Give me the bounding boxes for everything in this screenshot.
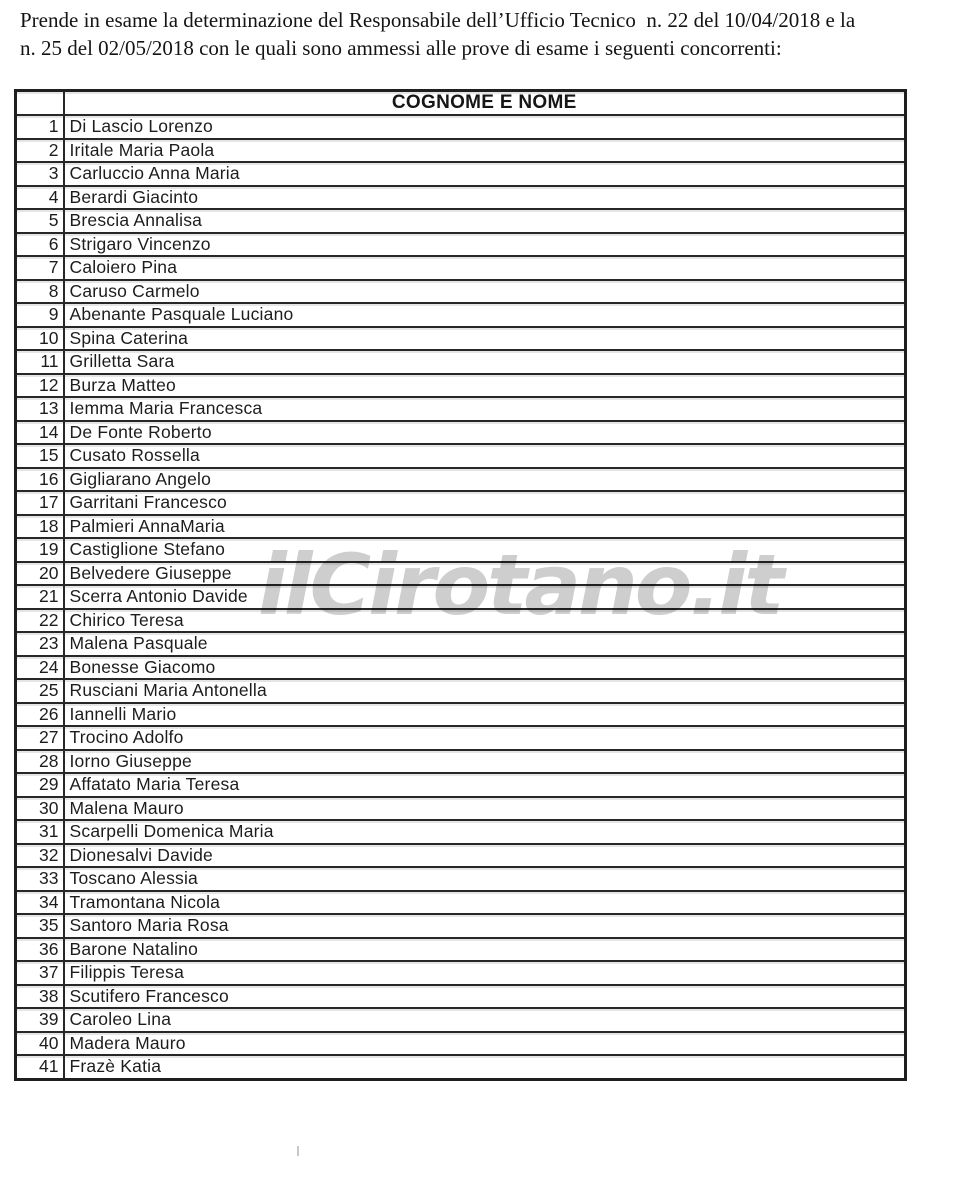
row-number-cell: 40 xyxy=(16,1032,64,1056)
row-number-cell: 14 xyxy=(16,421,64,445)
row-number-cell: 27 xyxy=(16,726,64,750)
row-name-cell: Burza Matteo xyxy=(64,374,906,398)
row-number-cell: 5 xyxy=(16,209,64,233)
table-row xyxy=(16,961,906,985)
row-name-cell: Scarpelli Domenica Maria xyxy=(64,820,906,844)
intro-line-1: Prende in esame la determinazione del Responsabile dell’Ufficio Tecnico n. 22 del 10/04/2018 e la xyxy=(20,8,856,32)
row-name-cell: Malena Mauro xyxy=(64,797,906,821)
table-row xyxy=(16,280,906,304)
table-row xyxy=(16,327,906,351)
row-name-cell: Caroleo Lina xyxy=(64,1008,906,1032)
table-row xyxy=(16,773,906,797)
table-row xyxy=(16,985,906,1009)
table-row xyxy=(16,609,906,633)
row-number-cell: 21 xyxy=(16,585,64,609)
table-row xyxy=(16,209,906,233)
table-row xyxy=(16,468,906,492)
row-number-cell: 39 xyxy=(16,1008,64,1032)
row-name-cell: Toscano Alessia xyxy=(64,867,906,891)
table-row xyxy=(16,656,906,680)
row-name-cell: Barone Natalino xyxy=(64,938,906,962)
row-name-cell: Madera Mauro xyxy=(64,1032,906,1056)
row-name-cell: Iemma Maria Francesca xyxy=(64,397,906,421)
row-name-cell: Palmieri AnnaMaria xyxy=(64,515,906,539)
row-name-cell: Di Lascio Lorenzo xyxy=(64,115,906,139)
row-number-cell: 2 xyxy=(16,139,64,163)
table-row xyxy=(16,374,906,398)
row-name-cell: Garritani Francesco xyxy=(64,491,906,515)
table-row xyxy=(16,750,906,774)
table-row xyxy=(16,1032,906,1056)
table-row xyxy=(16,233,906,257)
row-name-cell: Abenante Pasquale Luciano xyxy=(64,303,906,327)
row-name-cell: Berardi Giacinto xyxy=(64,186,906,210)
row-number-cell: 3 xyxy=(16,162,64,186)
row-name-cell: Trocino Adolfo xyxy=(64,726,906,750)
row-name-cell: Malena Pasquale xyxy=(64,632,906,656)
table-row xyxy=(16,562,906,586)
row-number-cell: 23 xyxy=(16,632,64,656)
row-number-cell: 34 xyxy=(16,891,64,915)
table-row xyxy=(16,679,906,703)
row-name-cell: Dionesalvi Davide xyxy=(64,844,906,868)
row-name-cell: Affatato Maria Teresa xyxy=(64,773,906,797)
header-number-cell xyxy=(16,91,64,116)
table-row xyxy=(16,350,906,374)
row-number-cell: 9 xyxy=(16,303,64,327)
row-name-cell: Chirico Teresa xyxy=(64,609,906,633)
row-number-cell: 22 xyxy=(16,609,64,633)
row-number-cell: 32 xyxy=(16,844,64,868)
scan-artifact-speck xyxy=(297,1146,299,1156)
table-row xyxy=(16,1008,906,1032)
candidates-table xyxy=(14,89,907,1081)
row-name-cell: Iannelli Mario xyxy=(64,703,906,727)
row-number-cell: 4 xyxy=(16,186,64,210)
row-name-cell: Tramontana Nicola xyxy=(64,891,906,915)
row-number-cell: 15 xyxy=(16,444,64,468)
table-row xyxy=(16,844,906,868)
intro-line-2: n. 25 del 02/05/2018 con le quali sono ammessi alle prove di esame i seguenti concorrenti: xyxy=(20,36,782,60)
table-row xyxy=(16,1055,906,1079)
row-number-cell: 24 xyxy=(16,656,64,680)
table-row xyxy=(16,162,906,186)
table-row xyxy=(16,867,906,891)
table-row xyxy=(16,256,906,280)
table-row xyxy=(16,585,906,609)
table-row xyxy=(16,538,906,562)
table-row xyxy=(16,632,906,656)
row-name-cell: Caloiero Pina xyxy=(64,256,906,280)
row-name-cell: Rusciani Maria Antonella xyxy=(64,679,906,703)
row-name-cell: Spina Caterina xyxy=(64,327,906,351)
row-number-cell: 10 xyxy=(16,327,64,351)
row-number-cell: 33 xyxy=(16,867,64,891)
table-row xyxy=(16,797,906,821)
row-number-cell: 12 xyxy=(16,374,64,398)
row-number-cell: 19 xyxy=(16,538,64,562)
table-row xyxy=(16,491,906,515)
row-number-cell: 13 xyxy=(16,397,64,421)
row-name-cell: Belvedere Giuseppe xyxy=(64,562,906,586)
row-number-cell: 35 xyxy=(16,914,64,938)
row-number-cell: 16 xyxy=(16,468,64,492)
table-row xyxy=(16,421,906,445)
table-header-row xyxy=(16,91,906,116)
row-number-cell: 11 xyxy=(16,350,64,374)
row-number-cell: 30 xyxy=(16,797,64,821)
row-name-cell: Iorno Giuseppe xyxy=(64,750,906,774)
row-name-cell: Brescia Annalisa xyxy=(64,209,906,233)
row-number-cell: 37 xyxy=(16,961,64,985)
row-name-cell: Castiglione Stefano xyxy=(64,538,906,562)
table-row xyxy=(16,703,906,727)
row-number-cell: 29 xyxy=(16,773,64,797)
row-number-cell: 8 xyxy=(16,280,64,304)
row-name-cell: Cusato Rossella xyxy=(64,444,906,468)
row-number-cell: 6 xyxy=(16,233,64,257)
table-row xyxy=(16,139,906,163)
row-name-cell: Scerra Antonio Davide xyxy=(64,585,906,609)
row-number-cell: 41 xyxy=(16,1055,64,1079)
table-row xyxy=(16,515,906,539)
row-number-cell: 1 xyxy=(16,115,64,139)
intro-paragraph xyxy=(20,6,944,62)
table-row xyxy=(16,115,906,139)
table-row xyxy=(16,914,906,938)
table-row xyxy=(16,186,906,210)
row-name-cell: Grilletta Sara xyxy=(64,350,906,374)
row-number-cell: 17 xyxy=(16,491,64,515)
row-number-cell: 20 xyxy=(16,562,64,586)
row-name-cell: Gigliarano Angelo xyxy=(64,468,906,492)
header-cognome-e-nome: COGNOME E NOME xyxy=(64,91,906,116)
row-number-cell: 36 xyxy=(16,938,64,962)
row-name-cell: Caruso Carmelo xyxy=(64,280,906,304)
row-name-cell: Carluccio Anna Maria xyxy=(64,162,906,186)
row-name-cell: De Fonte Roberto xyxy=(64,421,906,445)
row-number-cell: 26 xyxy=(16,703,64,727)
row-number-cell: 25 xyxy=(16,679,64,703)
table-row xyxy=(16,303,906,327)
row-name-cell: Frazè Katia xyxy=(64,1055,906,1079)
row-name-cell: Santoro Maria Rosa xyxy=(64,914,906,938)
row-number-cell: 38 xyxy=(16,985,64,1009)
row-number-cell: 28 xyxy=(16,750,64,774)
ilcirotano-watermark-logo: ilCirotano.it xyxy=(258,536,782,634)
row-name-cell: Iritale Maria Paola xyxy=(64,139,906,163)
table-row xyxy=(16,444,906,468)
table-row xyxy=(16,726,906,750)
row-name-cell: Scutifero Francesco xyxy=(64,985,906,1009)
row-name-cell: Strigaro Vincenzo xyxy=(64,233,906,257)
row-number-cell: 18 xyxy=(16,515,64,539)
table-row xyxy=(16,820,906,844)
table-row xyxy=(16,891,906,915)
row-number-cell: 7 xyxy=(16,256,64,280)
row-name-cell: Filippis Teresa xyxy=(64,961,906,985)
row-name-cell: Bonesse Giacomo xyxy=(64,656,906,680)
table-row xyxy=(16,397,906,421)
table-row xyxy=(16,938,906,962)
row-number-cell: 31 xyxy=(16,820,64,844)
